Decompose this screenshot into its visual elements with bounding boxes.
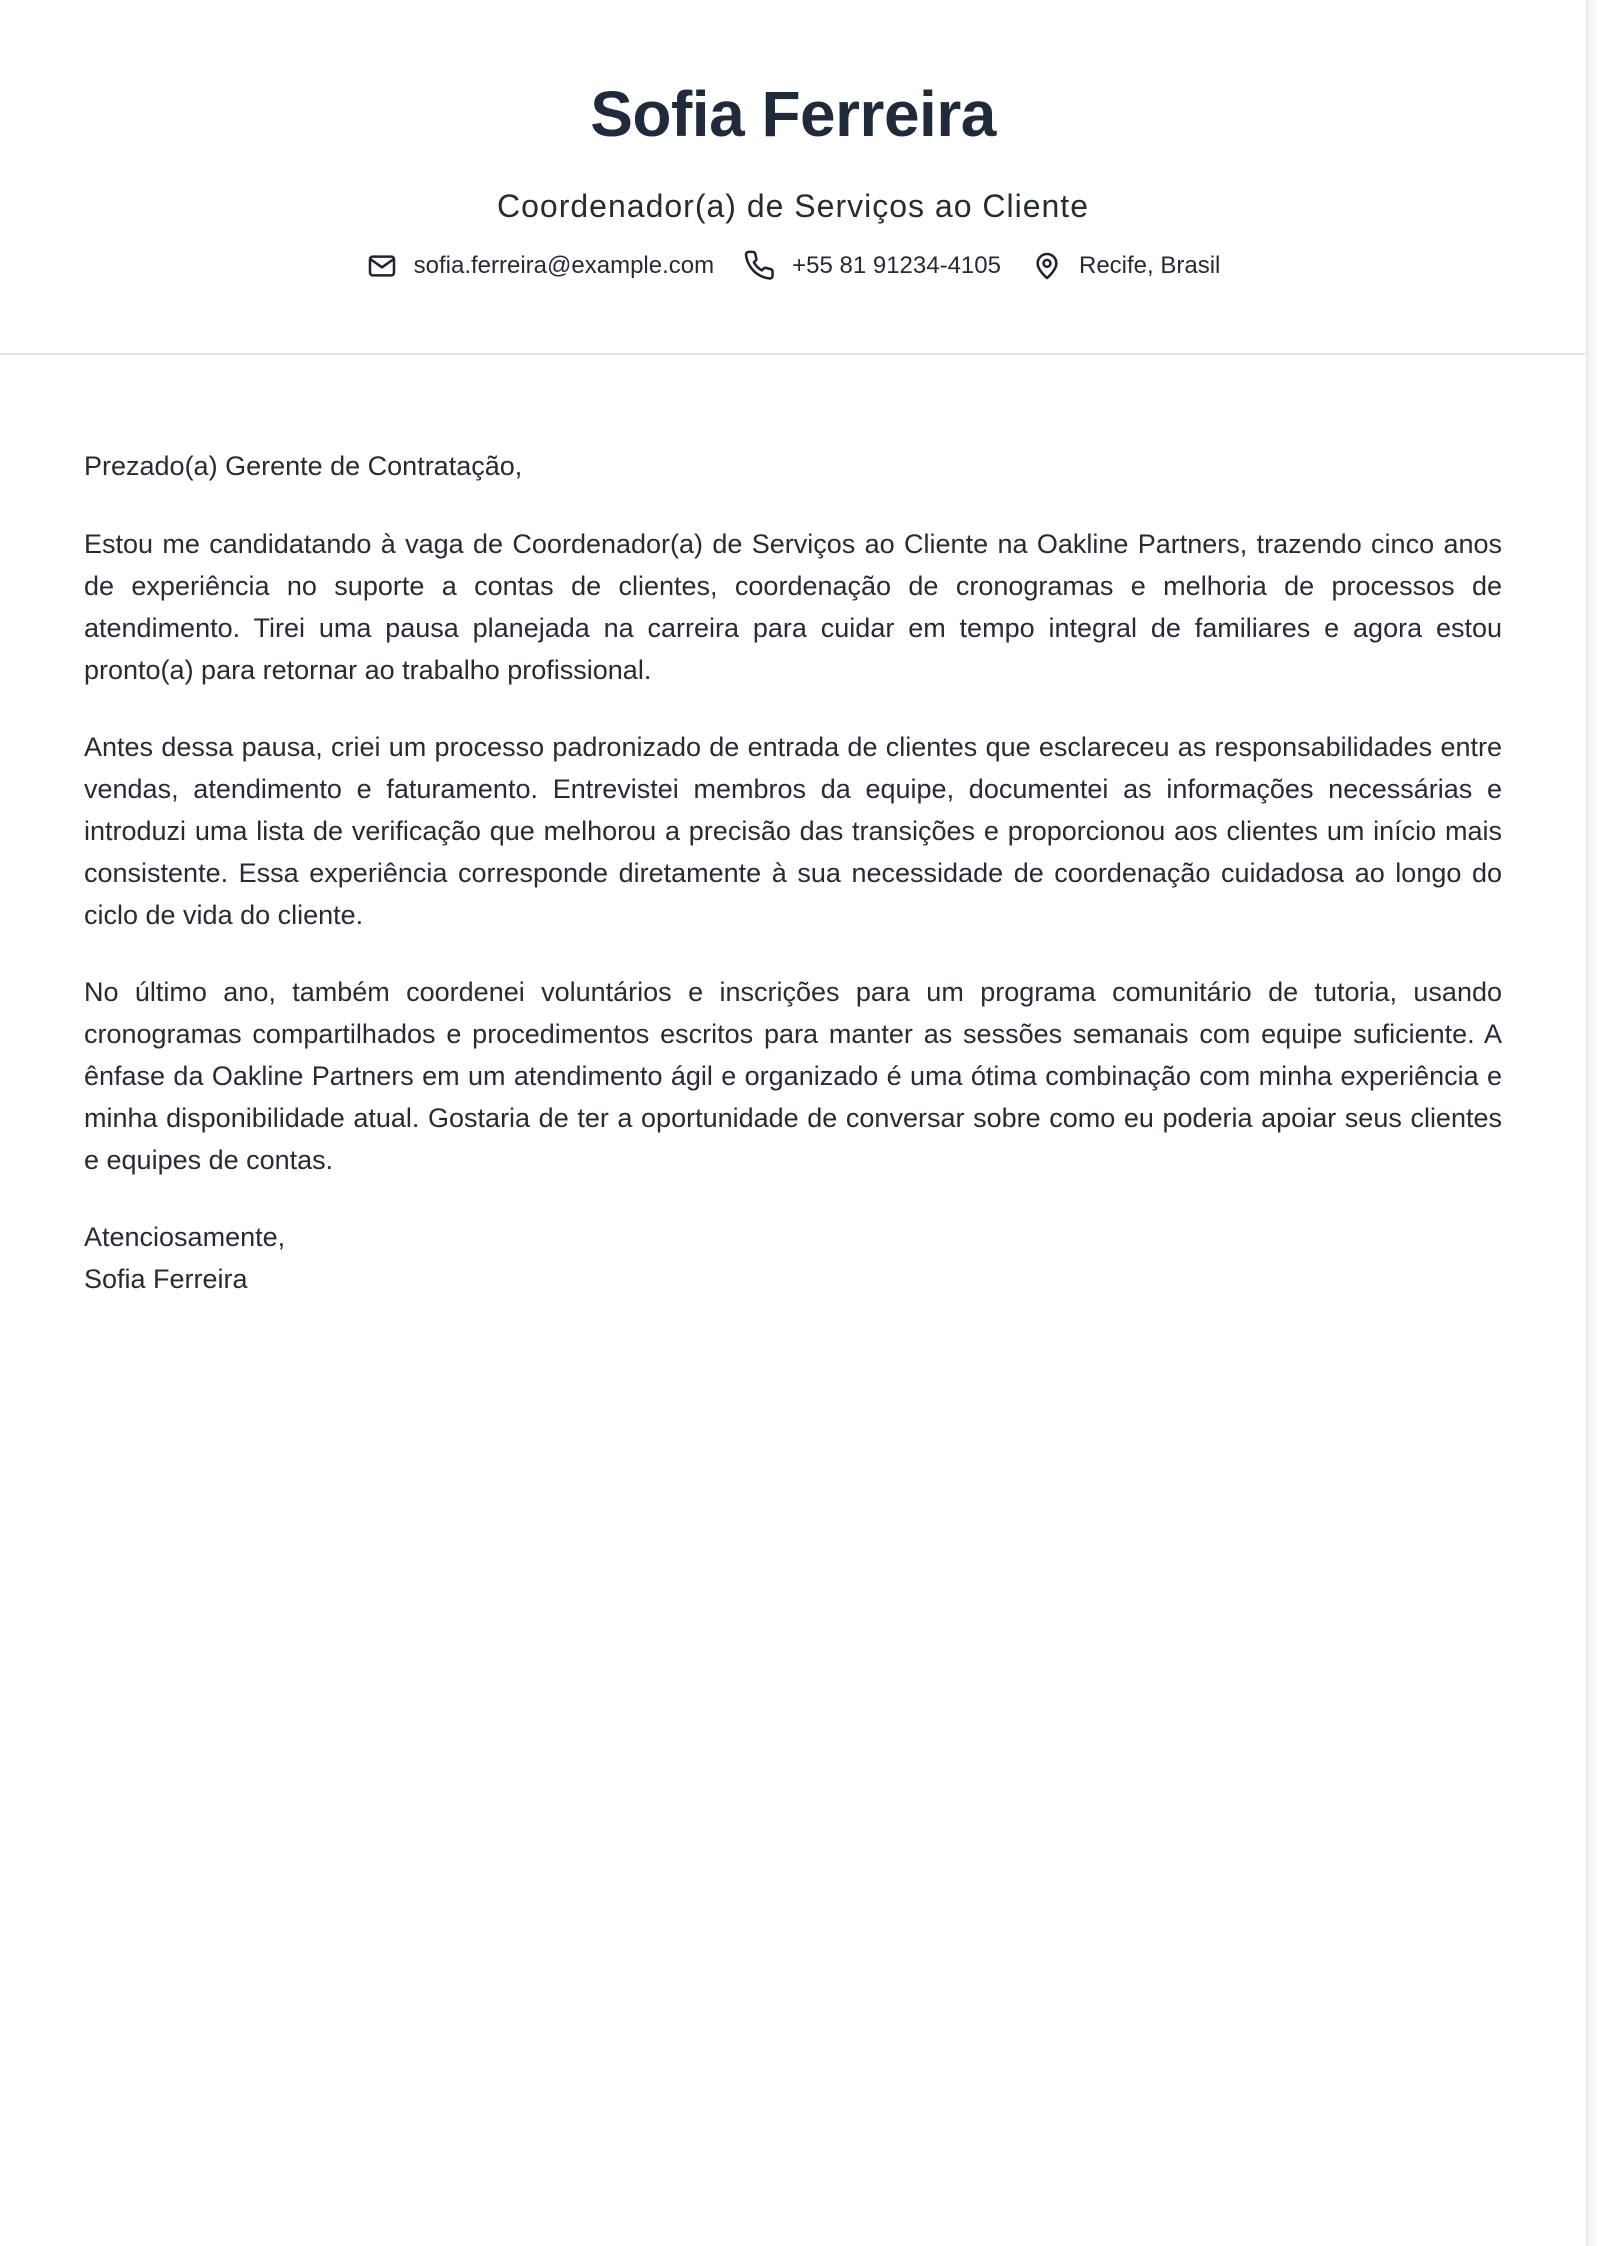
- phone-icon: [744, 250, 776, 282]
- letter-body: [0, 355, 1586, 1300]
- job-title: Coordenador(a) de Serviços ao Cliente: [497, 188, 1089, 224]
- paragraph-3: No último ano, também coordenei voluntários e inscrições para um programa comunitário de tutoria, usando cronogramas compartilhados e procedimentos escritos para manter as sessões semanais com equipe suficiente. A ênfase da Oakline Partners em um atendimento ágil e organizado é uma ótima combinação com minha experiência e minha disponibilidade atual. Gostaria de ter a oportunidade de conversar sobre como eu poderia apoiar seus clientes e equipes de contas.: [84, 977, 1502, 1175]
- paragraph-1: Estou me candidatando à vaga de Coordenador(a) de Serviços ao Cliente na Oakline Partners, trazendo cinco anos de experiência no suporte a contas de clientes, coordenação de cronogramas e melhoria de processos de atendimento. Tirei uma pausa planejada na carreira para cuidar em tempo integral de familiares e agora estou pronto(a) para retornar ao trabalho profissional.: [84, 529, 1502, 685]
- signature: Sofia Ferreira: [84, 1264, 248, 1294]
- page-edge-shadow: [1586, 0, 1600, 2246]
- closing-block: [84, 1216, 1502, 1300]
- contact-info: [0, 250, 1586, 282]
- closing: Atenciosamente,: [84, 1222, 286, 1252]
- contact-phone: [744, 250, 1001, 282]
- paragraph-2: Antes dessa pausa, criei um processo padronizado de entrada de clientes que esclareceu as responsabilidades entre vendas, atendimento e faturamento. Entrevistei membros da equipe, documentei as informações necessárias e introduzi uma lista de verificação que melhorou a precisão das transições e proporcionou aos clientes um início mais consistente. Essa experiência corresponde diretamente à sua necessidade de coordenação cuidadosa ao longo do ciclo de vida do cliente.: [84, 732, 1502, 930]
- email-text: sofia.ferreira@example.com: [413, 252, 715, 279]
- phone-text: +55 81 91234-4105: [792, 252, 1001, 279]
- map-pin-icon: [1031, 250, 1063, 282]
- contact-location: [1031, 250, 1220, 282]
- salutation: Prezado(a) Gerente de Contratação,: [84, 451, 523, 481]
- mail-icon: [366, 250, 398, 282]
- letter-content: [84, 445, 1502, 1300]
- location-text: Recife, Brasil: [1078, 252, 1221, 279]
- contact-email: [366, 250, 714, 282]
- applicant-name: Sofia Ferreira: [590, 78, 996, 150]
- letter-header: [0, 0, 1586, 355]
